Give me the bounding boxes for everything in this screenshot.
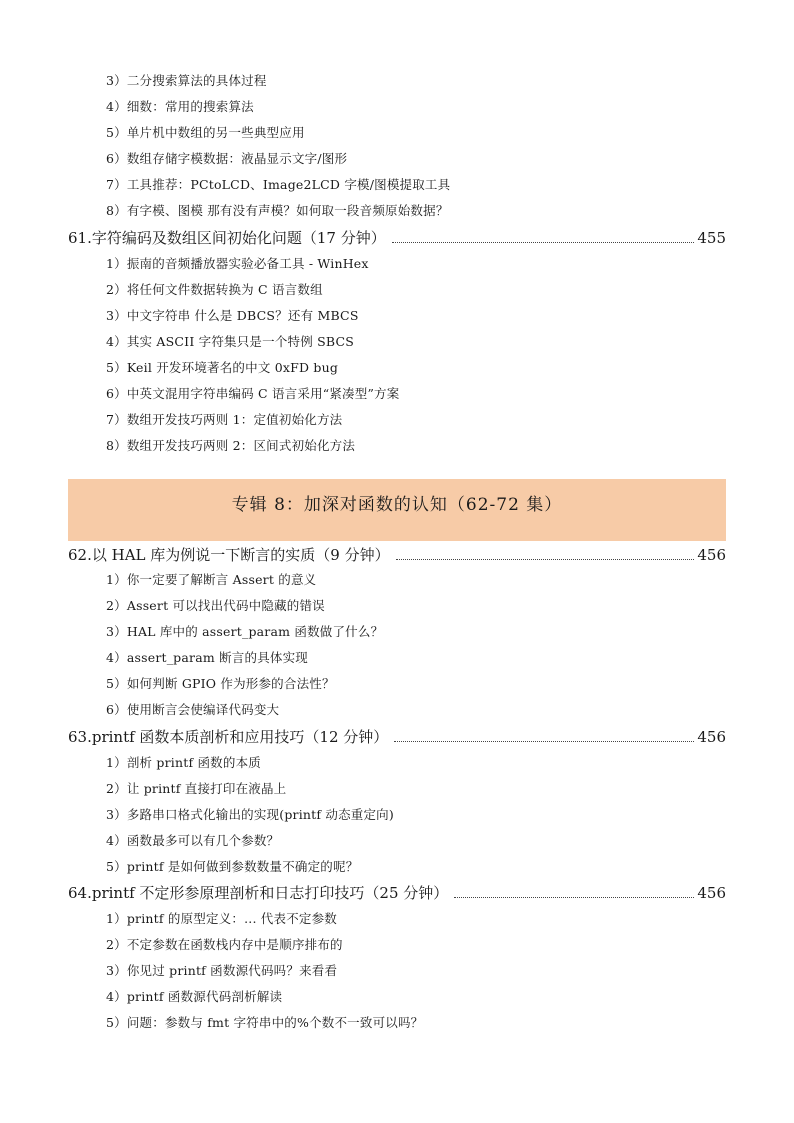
- toc-subitem: 2）将任何文件数据转换为 C 语言数组: [106, 282, 323, 297]
- toc-subitem: 4）assert_param 断言的具体实现: [106, 650, 308, 665]
- toc-subitem: 5）单片机中数组的另一些典型应用: [106, 125, 305, 140]
- toc-subitem: 5）printf 是如何做到参数数量不确定的呢？: [106, 859, 359, 874]
- toc-subitem: 4）printf 函数源代码剖析解读: [106, 989, 283, 1004]
- toc-entry-61[interactable]: [68, 228, 726, 248]
- toc-entry-64[interactable]: [68, 883, 726, 903]
- toc-subitem: 7）数组开发技巧两则 1：定值初始化方法: [106, 412, 343, 427]
- toc-subitem: 8）数组开发技巧两则 2：区间式初始化方法: [106, 438, 356, 453]
- toc-subitem: 2）让 printf 直接打印在液晶上: [106, 781, 287, 796]
- toc-leader-dots: [394, 740, 694, 742]
- toc-entry-62[interactable]: [68, 545, 726, 565]
- toc-subitem: 7）工具推荐：PCtoLCD、Image2LCD 字模/图模提取工具: [106, 177, 451, 192]
- toc-subitem: 3）HAL 库中的 assert_param 函数做了什么？: [106, 624, 384, 639]
- toc-subitem: 5）问题：参数与 fmt 字符串中的%个数不一致可以吗？: [106, 1015, 424, 1030]
- album-banner: [68, 479, 726, 541]
- toc-subitem: 3）你见过 printf 函数源代码吗？来看看: [106, 963, 338, 978]
- toc-leader-dots: [454, 896, 694, 898]
- toc-subitem: 1）剖析 printf 函数的本质: [106, 755, 261, 770]
- toc-page-number: 455: [697, 229, 726, 247]
- toc-entry-title: 63.printf 函数本质剖析和应用技巧（12 分钟）: [68, 728, 389, 746]
- toc-page-number: 456: [697, 728, 726, 746]
- toc-subitem: 5）如何判断 GPIO 作为形参的合法性？: [106, 676, 335, 691]
- toc-subitem: 4）细数：常用的搜索算法: [106, 99, 254, 114]
- toc-subitem: 6）数组存储字模数据：液晶显示文字/图形: [106, 151, 348, 166]
- toc-subitem: 1）你一定要了解断言 Assert 的意义: [106, 572, 317, 587]
- toc-subitem: 4）其实 ASCII 字符集只是一个特例 SBCS: [106, 334, 355, 349]
- toc-subitem: 3）中文字符串 什么是 DBCS？还有 MBCS: [106, 308, 359, 323]
- toc-entry-63[interactable]: [68, 727, 726, 747]
- toc-subitem: 4）函数最多可以有几个参数？: [106, 833, 280, 848]
- toc-leader-dots: [392, 241, 695, 243]
- toc-subitem: 2）Assert 可以找出代码中隐藏的错误: [106, 598, 325, 613]
- toc-leader-dots: [396, 558, 695, 560]
- toc-subitem: 8）有字模、图模 那有没有声模？如何取一段音频原始数据？: [106, 203, 449, 218]
- album-banner-title: 专辑 8：加深对函数的认知（62-72 集）: [231, 494, 563, 515]
- toc-entry-title: 64.printf 不定形参原理剖析和日志打印技巧（25 分钟）: [68, 884, 449, 902]
- toc-subitem: 1）振南的音频播放器实验必备工具 - WinHex: [106, 256, 369, 271]
- toc-page-number: 456: [697, 546, 726, 564]
- toc-subitem: 3）二分搜索算法的具体过程: [106, 73, 267, 88]
- toc-subitem: 2）不定参数在函数栈内存中是顺序排布的: [106, 937, 343, 952]
- toc-subitem: 3）多路串口格式化输出的实现(printf 动态重定向): [106, 807, 394, 822]
- toc-subitem: 6）中英文混用字符串编码 C 语言采用“紧凑型”方案: [106, 386, 400, 401]
- toc-page-number: 456: [697, 884, 726, 902]
- toc-entry-title: 62.以 HAL 库为例说一下断言的实质（9 分钟）: [68, 546, 390, 564]
- toc-subitem: 1）printf 的原型定义：... 代表不定参数: [106, 911, 337, 926]
- toc-subitem: 6）使用断言会使编译代码变大: [106, 702, 280, 717]
- toc-entry-title: 61.字符编码及数组区间初始化问题（17 分钟）: [68, 229, 386, 247]
- toc-subitem: 5）Keil 开发环境著名的中文 0xFD bug: [106, 360, 339, 375]
